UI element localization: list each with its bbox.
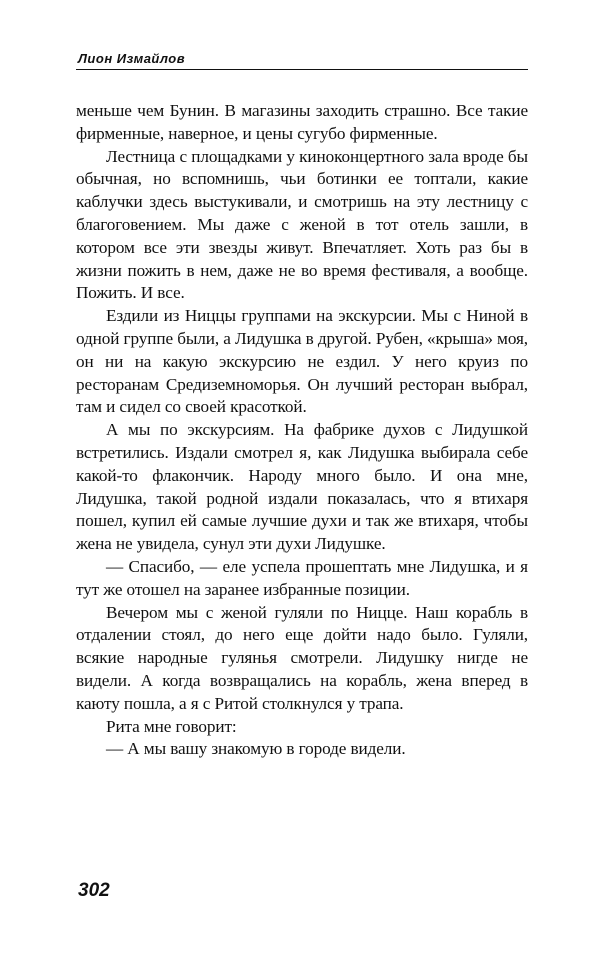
header-rule [76,69,528,70]
paragraph-6: Вечером мы с женой гуляли по Ницце. Наш корабль в отдалении стоял, до него еще дойти надо было. Гуляли, всякие народные гулянья смотрели. Лидушку нигде не видели. А когда возвращались на корабль, жена вперед в каюту пошла, а я с Ритой столкнулся у трапа. [76,602,528,713]
paragraph-3: Ездили из Ниццы группами на экскурсии. Мы с Ниной в одной группе были, а Лидушка в другой. Рубен, «крыша» моя, он ни на какую экскурсию не ездил. У него круиз по ресторанам Средиземноморья. Он лучший ресторан выбрал, там и сидел со своей красоткой. [76,306,528,417]
paragraph-4: А мы по экскурсиям. На фабрике духов с Лидушкой встретились. Издали смотрел я, как Лидушка выбирала себе какой-то флакончик. Народу много было. И она мне, Лидушка, такой родной издали показалась, что я втихаря пошел, купил ей самые лучшие духи и так же втихаря, чтобы жена не увидела, сунул эти духи Лидушке. [76,420,528,554]
running-head: Лион Измайлов [78,51,186,66]
paragraph-8: — А мы вашу знакомую в городе видели. [106,739,406,759]
paragraph-7: Рита мне говорит: [106,716,237,736]
paragraph-2: Лестница с площадками у киноконцертного зала вроде бы обычная, но вспомнишь, чьи ботинки ее топтали, какие каблучки здесь выстукивали, и смотришь на эту лестницу с благоговением. Мы даже с женой в тот отель зашли, в котором все эти звезды живут. Впечатляет. Хоть раз бы в жизни пожить в нем, даже не во время фестиваля, а вообще. Пожить. И все. [76,146,528,303]
body-text [76,100,528,761]
page-number: 302 [78,880,110,901]
paragraph-5: — Спасибо, — еле успела прошептать мне Лидушка, и я тут же отошел на заранее избранные позиции. [76,556,528,599]
paragraph-1: меньше чем Бунин. В магазины заходить страшно. Все такие фирменные, наверное, и цены сугубо фирменные. [76,101,528,143]
